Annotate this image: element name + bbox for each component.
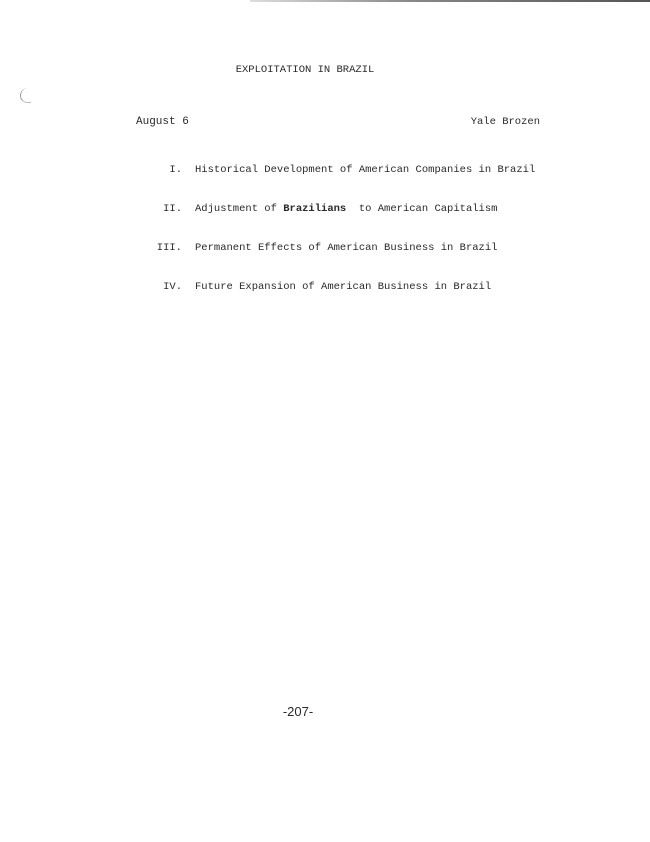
- outline-text: Future Expansion of American Business in Brazil: [195, 281, 492, 293]
- outline-text-part: Adjustment of: [195, 203, 284, 215]
- outline-numeral: I.: [169, 164, 182, 176]
- scan-edge-line: [250, 0, 650, 2]
- outline-text-bold: Brazilians: [283, 203, 347, 215]
- outline-numeral: II.: [163, 203, 182, 215]
- document-author: Yale Brozen: [470, 116, 540, 128]
- outline-item: [130, 281, 550, 295]
- document-title: EXPLOITATION IN BRAZIL: [235, 64, 375, 76]
- binding-mark: [20, 88, 31, 103]
- outline-item: [130, 242, 550, 256]
- document-date: August 6: [136, 116, 189, 128]
- page-number: -207-: [282, 704, 314, 719]
- outline-item: [130, 164, 550, 178]
- outline-text-part: to American Capitalism: [346, 203, 498, 215]
- outline-text: Historical Development of American Companies in Brazil: [195, 164, 536, 176]
- outline-numeral: IV.: [163, 281, 182, 293]
- outline-text: [195, 203, 497, 215]
- outline-text: Permanent Effects of American Business in Brazil: [195, 242, 498, 254]
- outline-item: [130, 203, 550, 217]
- outline-numeral: III.: [156, 242, 182, 254]
